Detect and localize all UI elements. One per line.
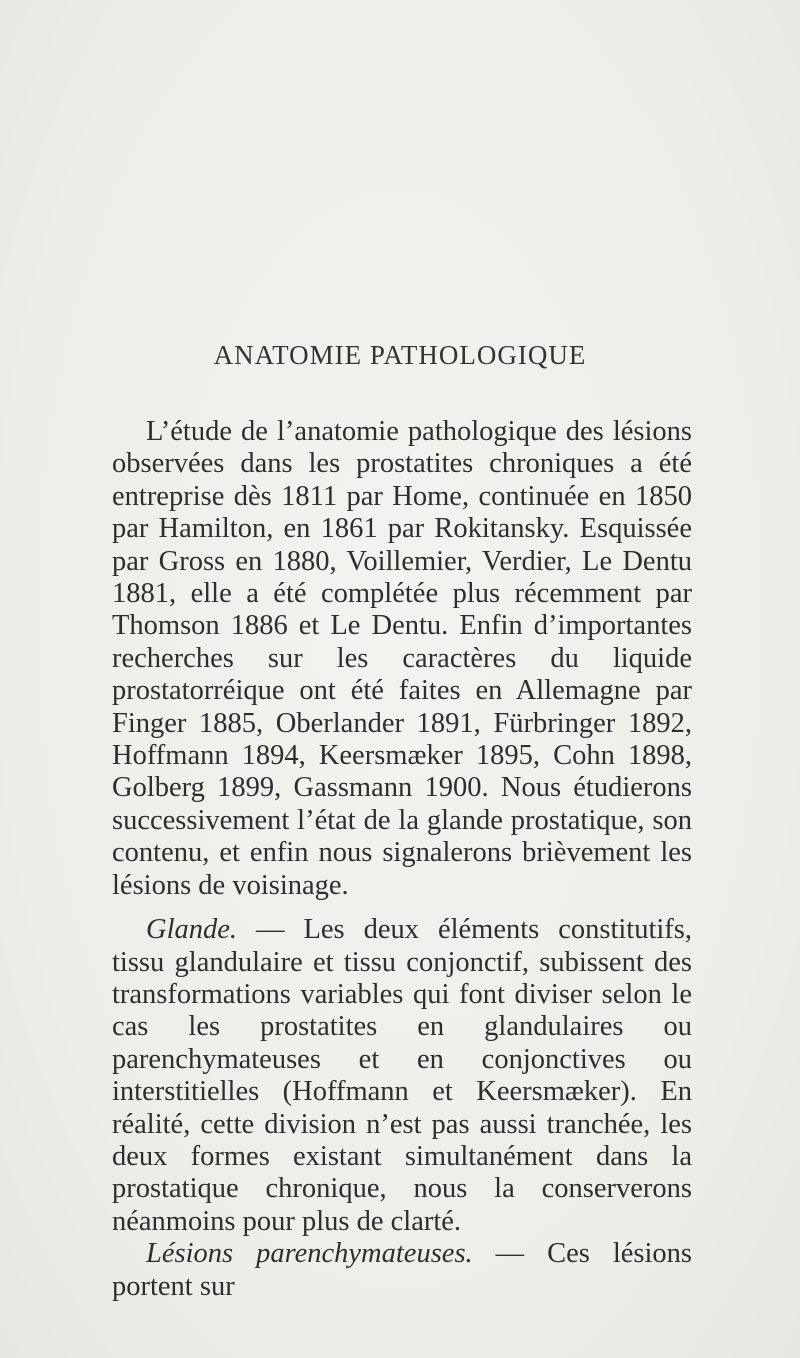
glande-paragraph [112,914,692,1238]
section-heading: ANATOMIE PATHOLOGIQUE [213,340,587,370]
glande-title: Glande. [146,914,238,946]
lesions-paragraph [112,1238,692,1303]
lesions-text: — Ces lésions portent sur [112,1238,692,1302]
lesions-title: Lésions parenchymateuses. [146,1238,473,1270]
body-text [112,416,692,1315]
intro-paragraph: L’étude de l’anatomie pathologique des lésions observées dans les prostatites chroniques a été entreprise dès 1811 par Home, continuée en 1850 par Hamilton, en 1861 par Rokitansky. Esquissée par Gross en 1880, Voillemier, Verdier, Le Dentu 1881, elle a été complétée plus récemment par Thomson 1886 et Le Dentu. Enfin d’importantes recherches sur les caractères du liquide prostatorréique ont été faites en Allemagne par Finger 1885, Oberlander 1891, Fürbringer 1892, Hoffmann 1894, Keersmæker 1895, Cohn 1898, Golberg 1899, Gassmann 1900. Nous étudierons successivement l’état de la glande prostatique, son contenu, et enfin nous signalerons brièvement les lésions de voisinage. [112,416,692,901]
glande-text: — Les deux éléments constitutifs, tissu glandulaire et tissu conjonctif, subissent des transformations variables qui font diviser selon le cas les prostatites en glandulaires ou parenchymateuses et en conjonctives ou interstitielles (Hoffmann et Keersmæker). En réalité, cette division n’est pas aussi tranchée, les deux formes existant simultanément dans la prostatique chronique, nous la conserverons néanmoins pour plus de clarté. [112,914,692,1237]
